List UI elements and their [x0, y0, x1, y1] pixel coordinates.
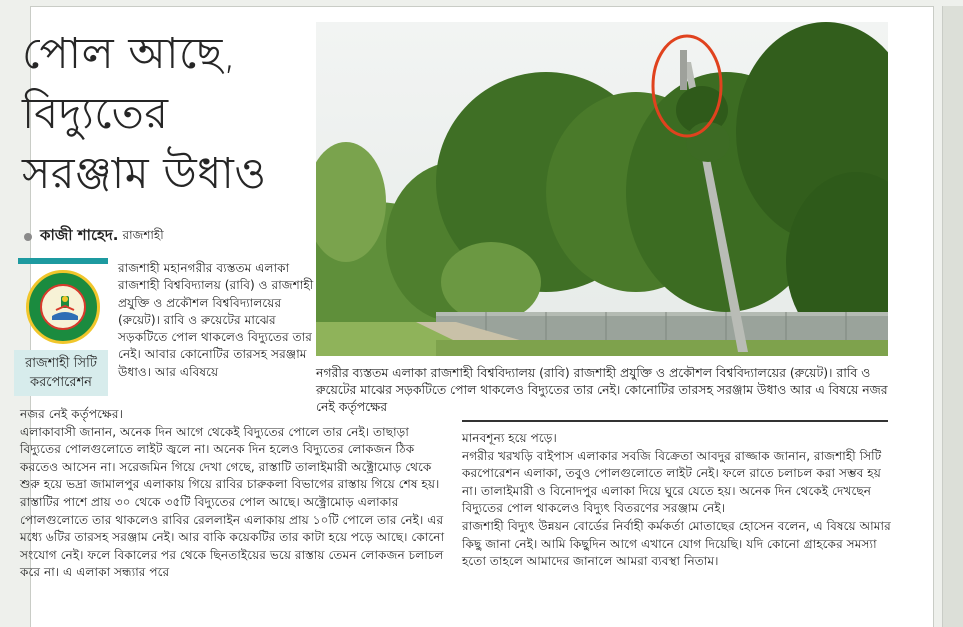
logo-caption: রাজশাহী সিটি করপোরেশন	[14, 350, 108, 396]
photo-caption: নগরীর ব্যস্ততম এলাকা রাজশাহী বিশ্ববিদ্যালয় (রাবি) রাজশাহী প্রযুক্তি ও প্রকৌশল বিশ্ববিদ্যালয়ের (রুয়েট)। রাবি ও রুয়েটের মাঝের সড়কটিতে পোল থাকলেও বিদ্যুতের তার নেই। কোনোটির তারসহ সরঞ্জাম উধাও আর এ বিষয়ে নজর নেই কর্তৃপক্ষের	[316, 365, 888, 414]
column-divider-rule	[462, 420, 888, 422]
author-name: কাজী শাহেদ.	[40, 226, 119, 244]
headline	[22, 24, 322, 204]
headline-line-3: সরঞ্জাম উধাও	[22, 149, 267, 199]
body-paragraph: নজর নেই কর্তৃপক্ষের।	[20, 407, 123, 421]
headline-line-1: পোল আছে,	[22, 29, 237, 79]
news-photo	[316, 22, 888, 356]
body-paragraph: নগরীর খরখড়ি বাইপাস এলাকার সবজি বিক্রেতা আবদুর রাজ্জাক জানান, রাজশাহী সিটি করপোরেশন এলাকা, তবুও পোলগুলোতে লাইট নেই। ফলে রাতে চলাচল করা সম্ভব হয় না। তালাইমারী ও বিনোদপুর এলাকা দিয়ে ঘুরে যেতে হয়। অনেক দিন থেকেই দেখছেন বিদ্যুতের পোল থাকলেও বিদ্যুৎ বিতরণের সরঞ্জাম নেই।	[462, 448, 882, 516]
body-paragraph: মানবশূন্য হয়ে পড়ে।	[462, 431, 557, 445]
body-column-left	[20, 406, 450, 582]
lead-paragraph: রাজশাহী মহানগরীর ব্যস্ততম এলাকা রাজশাহী বিশ্ববিদ্যালয় (রাবি) ও রাজশাহী প্রযুক্তি ও প্রকৌশল বিশ্ববিদ্যালয়ের (রুয়েট)। রাবি ও রুয়েটের মাঝের সড়কটিতে পোল থাকলেও বিদ্যুতের তার নেই। আবার কোনোটির তারসহ সরঞ্জাম উধাও। আর এবিষয়ে	[118, 261, 314, 379]
city-corporation-emblem-icon	[26, 270, 100, 344]
byline	[24, 224, 164, 249]
body-paragraph: এলাকাবাসী জানান, অনেক দিন আগে থেকেই বিদ্যুতের পোলে তার নেই। তাছাড়া বিদ্যুতের পোলগুলোতে লাইট জ্বলে না। অনেক দিন হলেও বিদ্যুতের লোকজন ঠিক করতেও আসেন না। সরেজমিন গিয়ে দেখা গেছে, রাস্তাটি তালাইমারী অক্ট্রোমোড় থেকে শুরু হয়ে ভদ্রা জামালপুর এলাকায় গিয়ে রাবির চারুকলা বিভাগের রাস্তায় গিয়ে শেষ হয়। রাস্তাটির পাশে প্রায় ৩০ থেকে ৩৫টি বিদ্যুতের পোল আছে। অক্ট্রোমোড় এলাকার পোলগুলোতে তার থাকলেও রাবির রেললাইন এলাকায় প্রায় ১০টি পোলে তার নেই। এর মধ্যে ৬টির তারসহ সরঞ্জাম নেই। আর বাকি কয়েকটির তার কাটা হয়ে পড়ে আছে। কোনো সংযোগ নেই। ফলে বিকালের পর থেকে ছিনতাইয়ের ভয়ে রাস্তায় তেমন লোকজন চলাচল করে না। এ এলাকা সন্ধ্যার পরে	[20, 424, 445, 580]
bullet-icon	[24, 233, 32, 241]
body-paragraph: রাজশাহী বিদ্যুৎ উন্নয়ন বোর্ডের নির্বাহী কর্মকর্তা মোতাছের হোসেন বলেন, এ বিষয়ে আমার কিছু জানা নেই। আমি কিছুদিন আগে এখানে যোগ দিয়েছি। যদি কোনো গ্রাহকের সমস্যা হতো তাহলে আমাদের জানালে আমরা ব্যবস্থা নিতাম।	[462, 518, 891, 569]
city-corporation-logo-box	[14, 258, 108, 396]
logo-accent-bar	[18, 258, 108, 264]
body-column-right	[462, 430, 892, 571]
headline-line-2: বিদ্যুতের	[22, 89, 169, 139]
adjacent-page-edge	[942, 6, 963, 627]
dateline-location: রাজশাহী	[122, 227, 164, 242]
